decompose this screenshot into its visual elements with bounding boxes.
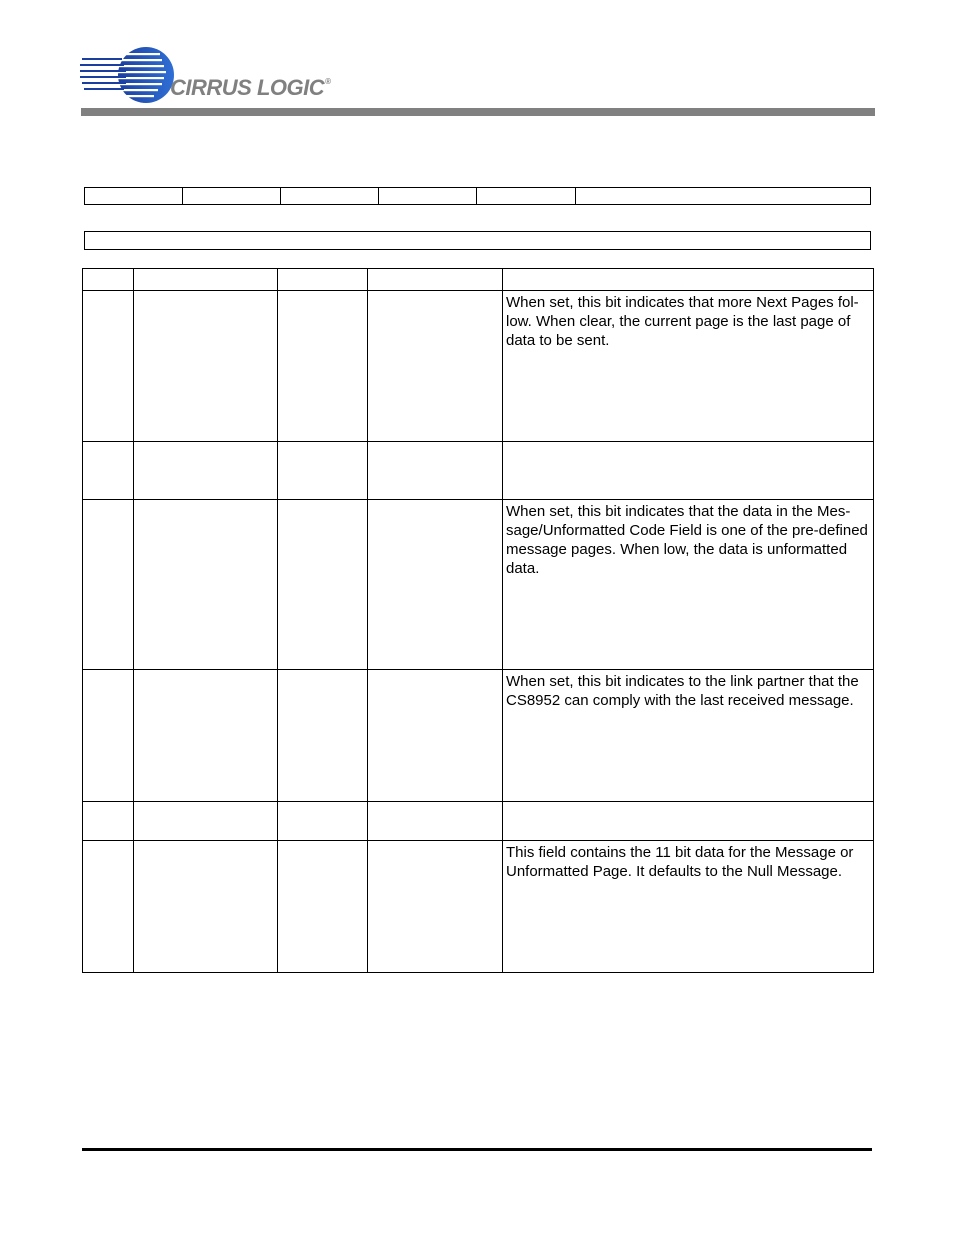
- table-row: [83, 442, 874, 500]
- table-row: [83, 802, 874, 841]
- table-row: [83, 841, 874, 973]
- bit-cell: [85, 188, 183, 204]
- description-cell: When set, this bit indicates that the data in the Mes-sage/Unformatted Code Field is one of the pre-defined message pages. When low, the data is unformatted data.: [503, 500, 874, 670]
- table-row: [83, 670, 874, 802]
- header-cell: [368, 269, 503, 291]
- description-cell: When set, this bit indicates that more Next Pages fol-low. When clear, the current page is the last page of data to be sent.: [503, 291, 874, 442]
- brand-name: CIRRUS LOGIC®: [170, 75, 331, 100]
- header-cell: [83, 269, 134, 291]
- table-header-row: [83, 269, 874, 291]
- bit-cell: [281, 188, 380, 204]
- description-cell: This field contains the 11 bit data for the Message or Unformatted Page. It defaults to the Null Message.: [503, 841, 874, 973]
- header-rule: [81, 108, 875, 116]
- bit-cell: [576, 188, 870, 204]
- description-cell: [503, 802, 874, 841]
- header-cell: [503, 269, 874, 291]
- bit-cell: [379, 188, 477, 204]
- footer-rule: [82, 1148, 872, 1151]
- table-row: [83, 500, 874, 670]
- table-row: [83, 291, 874, 442]
- register-name-row: [84, 231, 871, 250]
- bit-cell: [183, 188, 281, 204]
- description-cell: When set, this bit indicates to the link partner that the CS8952 can comply with the last received message.: [503, 670, 874, 802]
- bit-cell: [477, 188, 576, 204]
- header-cell: [278, 269, 368, 291]
- header-cell: [134, 269, 278, 291]
- register-bit-table: [82, 268, 874, 973]
- description-cell: [503, 442, 874, 500]
- bit-layout-row: [84, 187, 871, 205]
